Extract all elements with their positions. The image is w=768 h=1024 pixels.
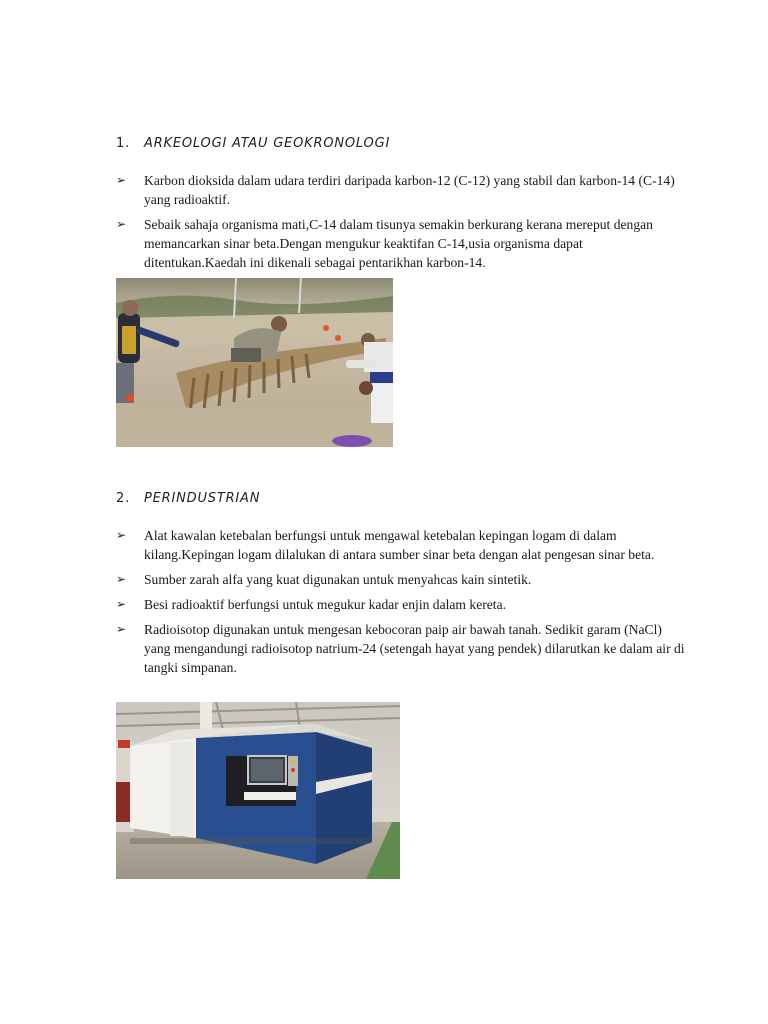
list-item: ➢ Alat kawalan ketebalan berfungsi untuk mengawal ketebalan kepingan logam di dalam kilang.Kepingan logam dilalukan di antara sumber sinar beta dengan alat pengesan sinar beta. bbox=[116, 528, 655, 562]
industrial-machine-photo bbox=[116, 702, 400, 879]
section-1-heading bbox=[116, 136, 390, 151]
arrow-bullet-icon: ➢ bbox=[116, 528, 127, 542]
section-2-number: 2. bbox=[116, 491, 131, 506]
section-2-title: PERINDUSTRIAN bbox=[144, 491, 261, 506]
arrow-bullet-icon: ➢ bbox=[116, 597, 127, 611]
section-1-number: 1. bbox=[116, 136, 131, 151]
list-item: ➢ Sumber zarah alfa yang kuat digunakan untuk menyahcas kain sintetik. bbox=[116, 572, 532, 587]
list-item: ➢ Karbon dioksida dalam udara terdiri daripada karbon-12 (C-12) yang stabil dan karbon-14 (C-14) yang radioaktif. bbox=[116, 173, 675, 207]
section-2-bullet-list bbox=[116, 526, 686, 683]
section-1-title: ARKEOLOGI ATAU GEOKRONOLOGI bbox=[144, 136, 391, 151]
section-2-heading bbox=[116, 491, 260, 506]
section-1-bullet-list bbox=[116, 171, 686, 278]
arrow-bullet-icon: ➢ bbox=[116, 217, 127, 231]
arrow-bullet-icon: ➢ bbox=[116, 572, 127, 586]
list-item: ➢ Besi radioaktif berfungsi untuk megukur kadar enjin dalam kereta. bbox=[116, 597, 507, 612]
list-item: ➢ Radioisotop digunakan untuk mengesan kebocoran paip air bawah tanah. Sedikit garam (NaCl) yang mengandungi radioisotop natrium-24 (setengah hayat yang pendek) dilarutkan ke dalam air di tangki simpanan. bbox=[116, 622, 685, 675]
arrow-bullet-icon: ➢ bbox=[116, 173, 127, 187]
archaeology-excavation-photo bbox=[116, 278, 393, 447]
list-item: ➢ Sebaik sahaja organisma mati,C-14 dalam tisunya semakin berkurang kerana mereput dengan memancarkan sinar beta.Dengan mengukur keaktifan C-14,usia organisma dapat ditentukan.Kaedah ini dikenali sebagai pentarikhan karbon-14. bbox=[116, 217, 653, 270]
arrow-bullet-icon: ➢ bbox=[116, 622, 127, 636]
